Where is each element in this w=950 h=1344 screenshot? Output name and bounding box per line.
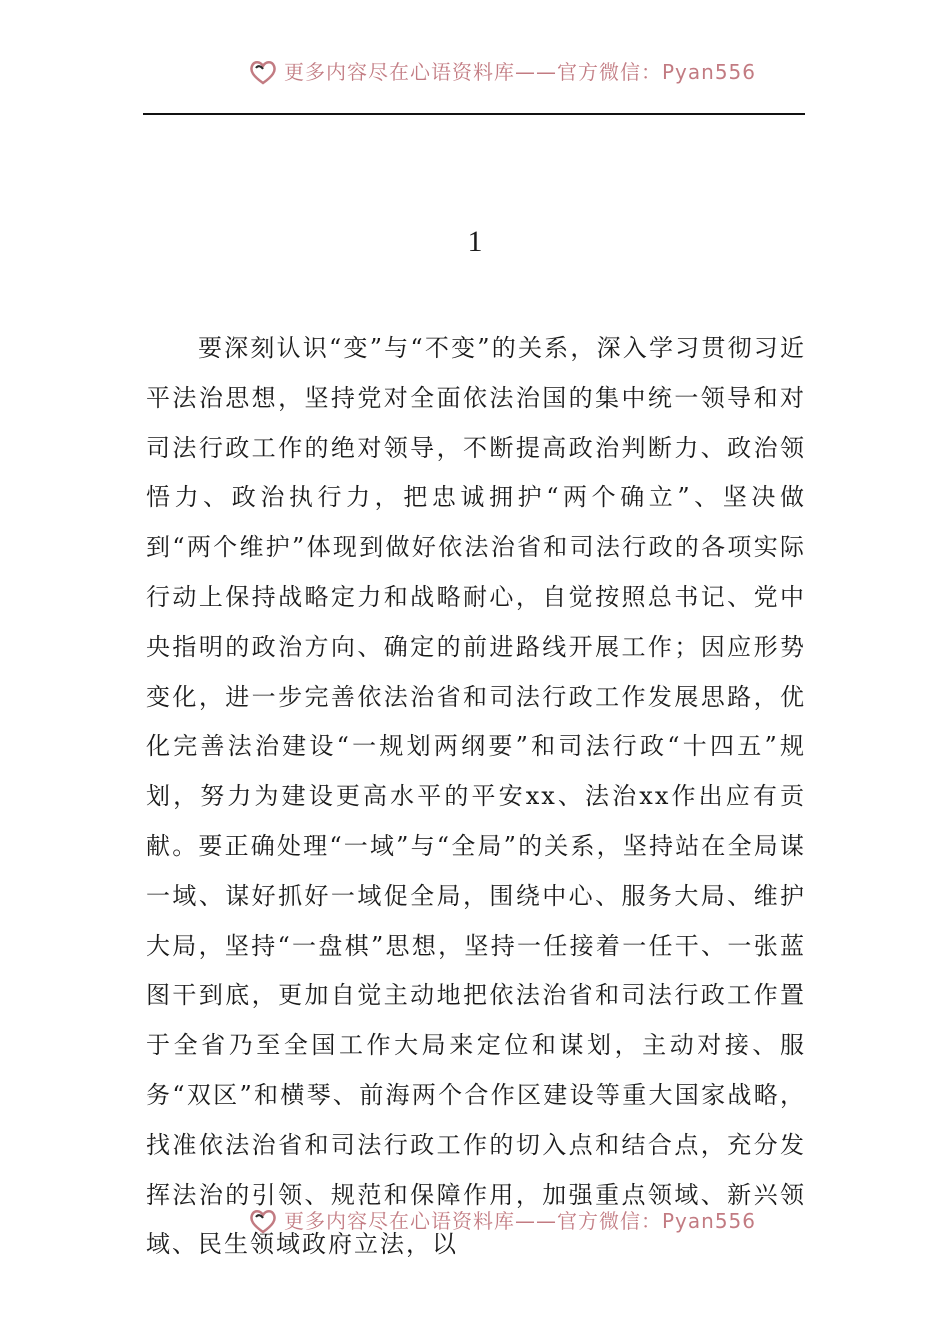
footer-banner: [248, 1206, 756, 1236]
header-banner: [248, 57, 756, 87]
page-number: 1: [467, 225, 483, 258]
header-banner-text: 更多内容尽在心语资料库——官方微信：Pyan556: [284, 60, 757, 84]
heart-logo-icon: [248, 57, 278, 87]
header-divider: [143, 113, 805, 115]
heart-logo-icon: [248, 1206, 278, 1236]
footer-banner-text: 更多内容尽在心语资料库——官方微信：Pyan556: [284, 1209, 757, 1233]
body-paragraph: 要深刻认识“变”与“不变”的关系，深入学习贯彻习近平法治思想，坚持党对全面依法治国的集中统一领导和对司法行政工作的绝对领导，不断提高政治判断力、政治领悟力、政治执行力，把忠诚拥护“两个确立”、坚决做到“两个维护”体现到做好依法治省和司法行政的各项实际行动上保持战略定力和战略耐心，自觉按照总书记、党中央指明的政治方向、确定的前进路线开展工作；因应形势变化，进一步完善依法治省和司法行政工作发展思路，优化完善法治建设“一规划两纲要”和司法行政“十四五”规划，努力为建设更高水平的平安xx、法治xx作出应有贡献。要正确处理“一域”与“全局”的关系，坚持站在全局谋一域、谋好抓好一域促全局，围绕中心、服务大局、维护大局，坚持“一盘棋”思想，坚持一任接着一任干、一张蓝图干到底，更加自觉主动地把依法治省和司法行政工作置于全省乃至全国工作大局来定位和谋划，主动对接、服务“双区”和横琴、前海两个合作区建设等重大国家战略，找准依法治省和司法行政工作的切入点和结合点，充分发挥法治的引领、规范和保障作用，加强重点领域、新兴领域、民生领域政府立法，以: [146, 334, 806, 1259]
